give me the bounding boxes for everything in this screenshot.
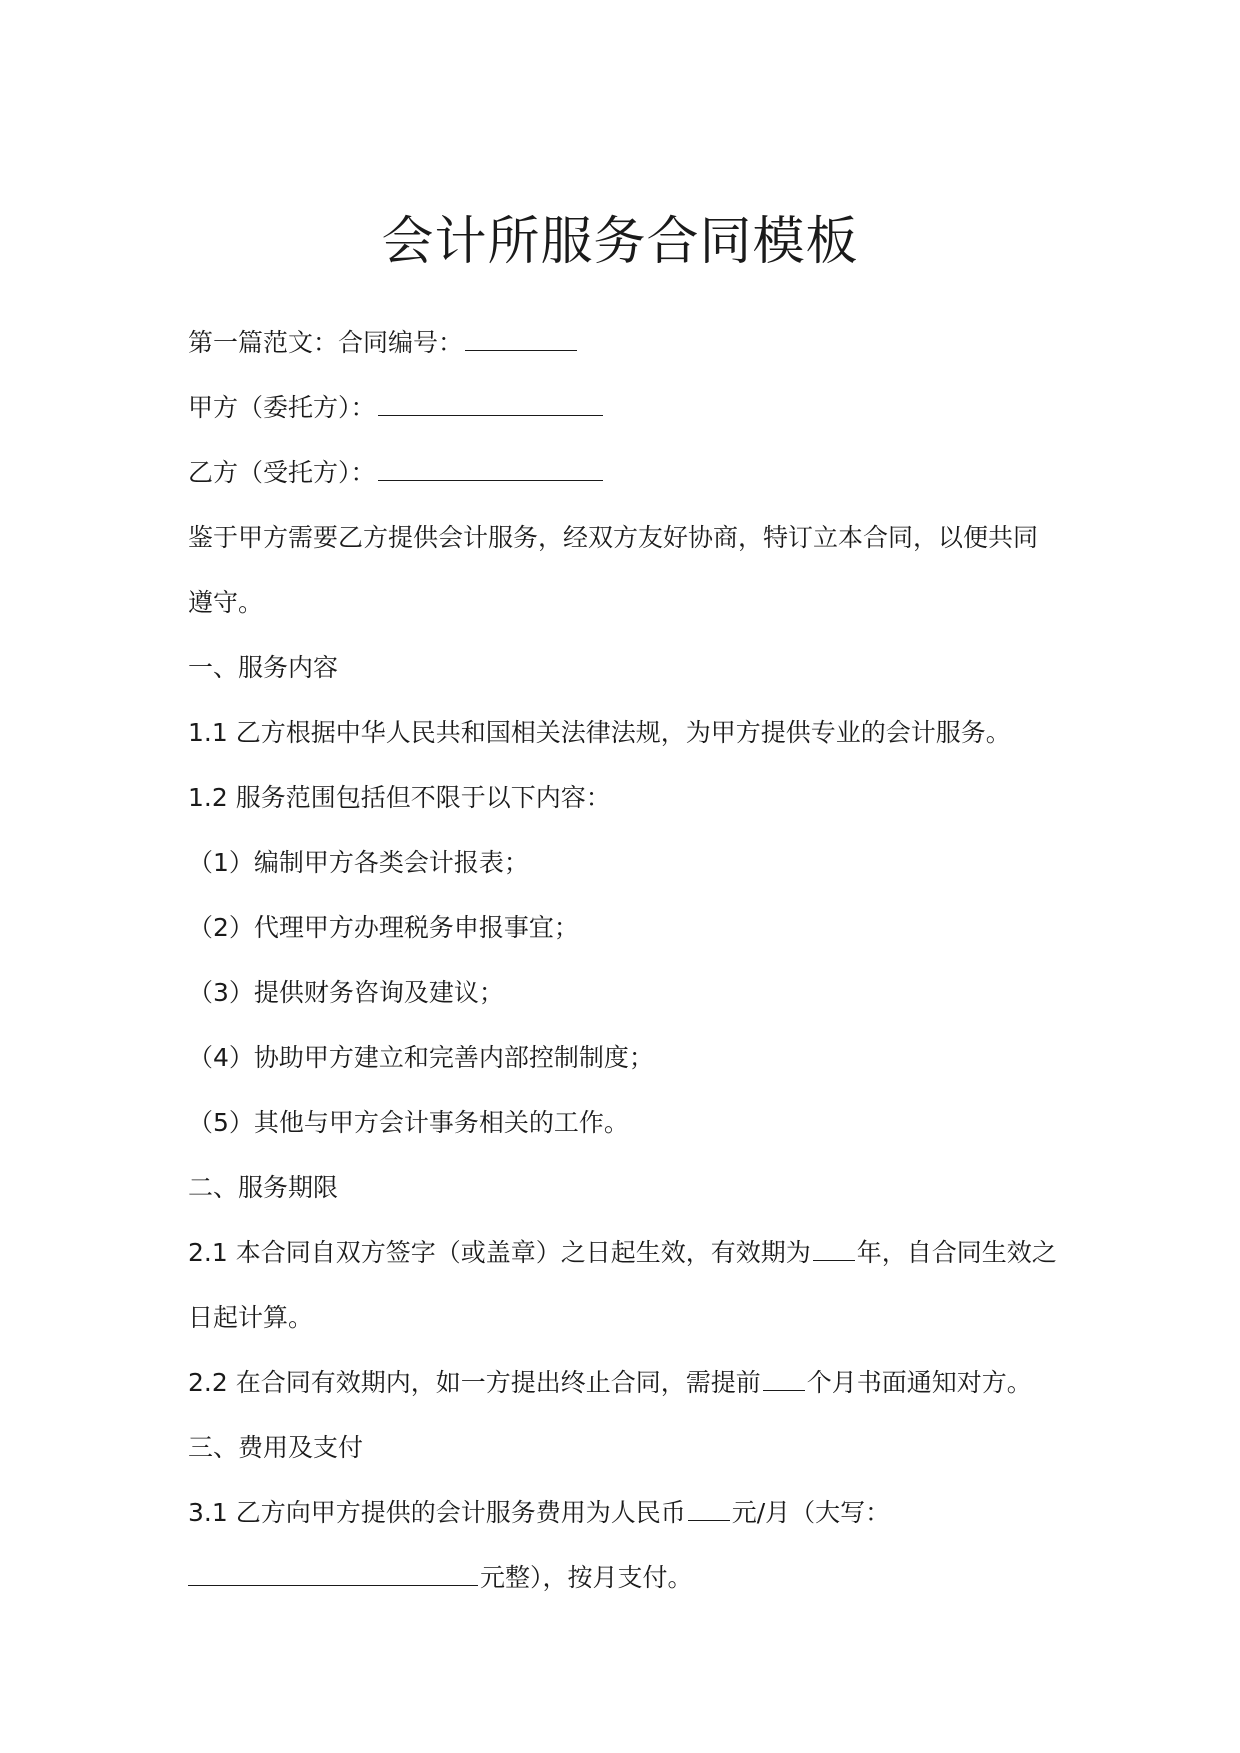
clause-1-2: 1.2 服务范围包括但不限于以下内容： xyxy=(188,783,611,812)
clause-3-1-text-c: 元整），按月支付。 xyxy=(480,1563,693,1592)
clause-2-2 xyxy=(188,1350,1068,1415)
clause-3-1-text-b: 元/月（大写： xyxy=(731,1498,891,1527)
preamble-line-2: 遵守。 xyxy=(188,588,264,617)
clause-2-1-text-a: 2.1 本合同自双方签字（或盖章）之日起生效，有效期为 xyxy=(188,1238,811,1267)
contract-number-blank xyxy=(465,324,577,351)
clause-2-1-continued: 日起计算。 xyxy=(188,1303,314,1332)
clause-3-1-text-a: 3.1 乙方向甲方提供的会计服务费用为人民币 xyxy=(188,1498,686,1527)
contract-number-label: 第一篇范文：合同编号： xyxy=(188,328,464,357)
party-b-label: 乙方（受托方）： xyxy=(188,458,376,487)
clause-1-1: 1.1 乙方根据中华人民共和国相关法律法规，为甲方提供专业的会计服务。 xyxy=(188,718,1011,747)
fee-in-words-blank xyxy=(188,1559,478,1586)
party-a-label: 甲方（委托方）： xyxy=(188,393,376,422)
document-title: 会计所服务合同模板 xyxy=(381,212,859,272)
service-item: （1）编制甲方各类会计报表； xyxy=(188,848,529,877)
section-3-heading: 三、费用及支付 xyxy=(188,1433,364,1462)
party-b-blank xyxy=(378,454,603,481)
monthly-fee-blank xyxy=(688,1494,730,1521)
clause-2-2-text-a: 2.2 在合同有效期内，如一方提出终止合同，需提前 xyxy=(188,1368,761,1397)
service-item: （2）代理甲方办理税务申报事宜； xyxy=(188,913,579,942)
service-item: （4）协助甲方建立和完善内部控制制度； xyxy=(188,1043,654,1072)
contract-number-line xyxy=(188,310,1068,375)
section-2-heading: 二、服务期限 xyxy=(188,1173,339,1202)
clause-3-1-continued xyxy=(188,1545,1068,1610)
term-years-blank xyxy=(813,1234,855,1261)
party-a-line xyxy=(188,375,1068,440)
service-item: （5）其他与甲方会计事务相关的工作。 xyxy=(188,1108,629,1137)
clause-2-1-text-b: 年，自合同生效之 xyxy=(856,1238,1057,1267)
service-item: （3）提供财务咨询及建议； xyxy=(188,978,504,1007)
clause-2-1 xyxy=(188,1220,1068,1285)
document-body xyxy=(188,310,1068,1610)
party-a-blank xyxy=(378,389,603,416)
preamble-line-1: 鉴于甲方需要乙方提供会计服务，经双方友好协商，特订立本合同，以便共同 xyxy=(188,523,1039,552)
notice-months-blank xyxy=(763,1364,805,1391)
party-b-line xyxy=(188,440,1068,505)
clause-3-1 xyxy=(188,1480,1068,1545)
clause-2-2-text-b: 个月书面通知对方。 xyxy=(806,1368,1032,1397)
section-1-heading: 一、服务内容 xyxy=(188,653,339,682)
